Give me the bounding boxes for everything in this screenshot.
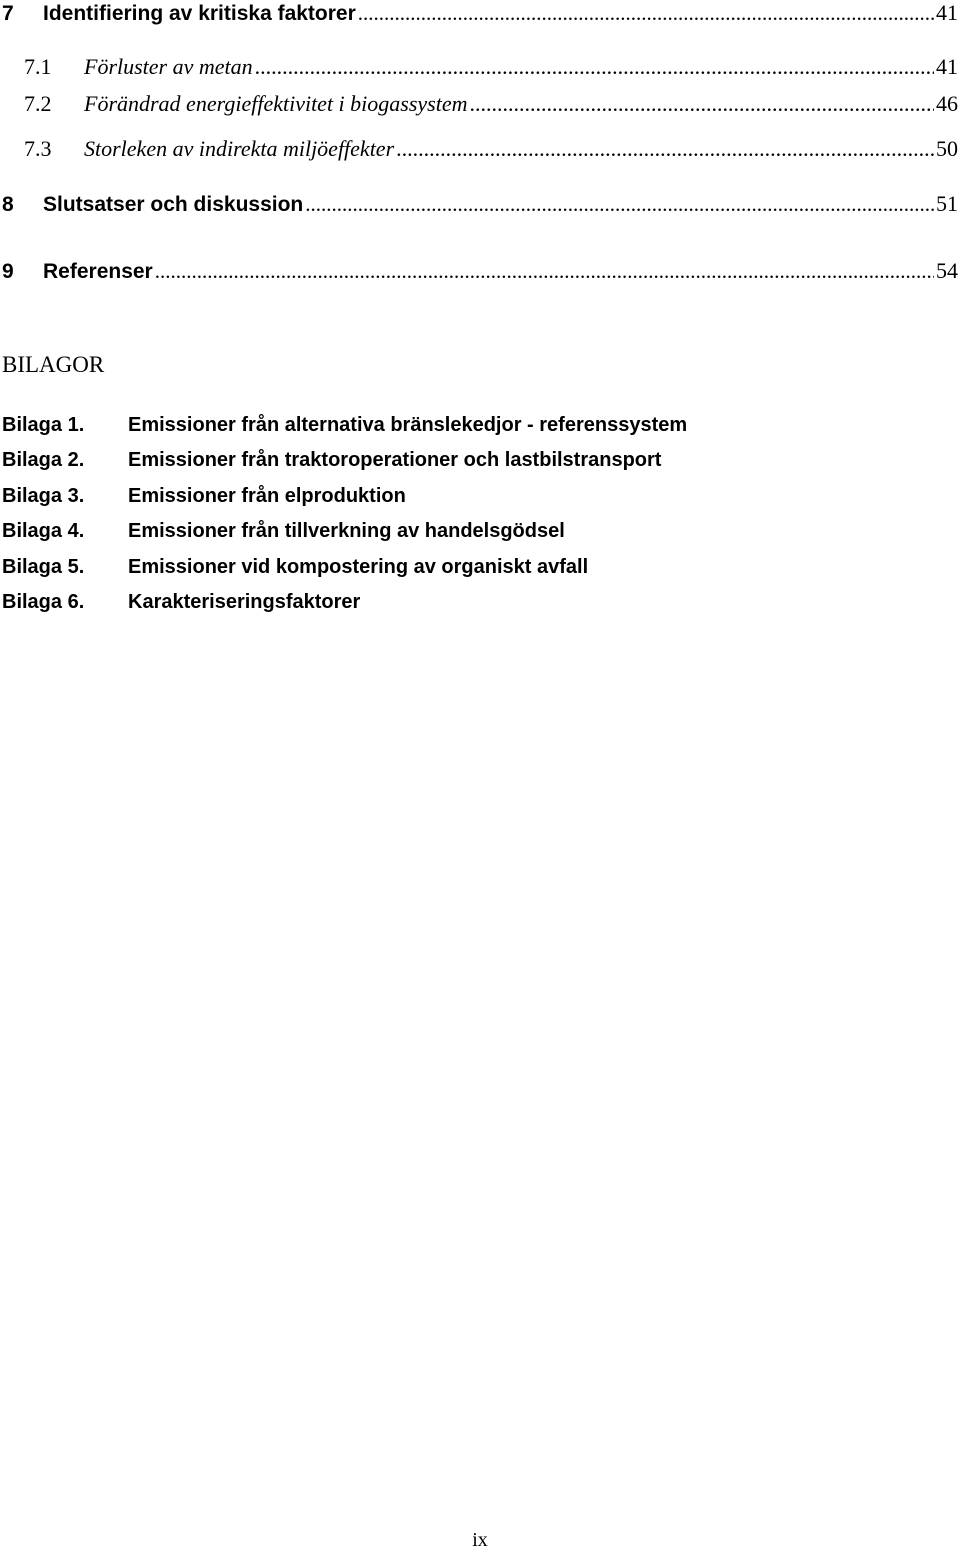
toc-entry-page: 41	[936, 54, 958, 79]
toc-dot-leader	[396, 136, 934, 162]
appendix-item	[2, 556, 588, 579]
appendix-item	[2, 449, 661, 472]
toc-dot-leader	[358, 1, 934, 26]
toc-entry-title: Identifiering av kritiska faktorer	[43, 2, 356, 25]
toc-entry-chapter-8[interactable]	[2, 191, 958, 217]
toc-entry-section-7-2[interactable]	[2, 91, 958, 117]
toc-entry-title: Storleken av indirekta miljöeffekter	[84, 136, 395, 161]
page-number: ix	[472, 1529, 488, 1551]
appendix-label: Bilaga 4.	[2, 520, 85, 542]
toc-entry-page: 50	[936, 136, 958, 161]
toc-dot-leader	[155, 259, 934, 284]
appendix-item	[2, 520, 565, 543]
toc-entry-number: 7.1	[24, 54, 52, 79]
toc-entry-section-7-1[interactable]	[2, 54, 958, 80]
toc-entry-chapter-9[interactable]	[2, 258, 958, 284]
toc-entry-number: 7.3	[24, 136, 52, 161]
appendix-title: Emissioner från tillverkning av handelsgödsel	[128, 520, 565, 542]
appendix-item	[2, 414, 687, 437]
appendices-heading: BILAGOR	[2, 352, 105, 377]
toc-entry-number: 7.2	[24, 91, 52, 116]
toc-entry-page: 51	[936, 191, 958, 216]
toc-entry-page: 41	[936, 0, 958, 25]
appendix-title: Emissioner från elproduktion	[128, 485, 406, 507]
toc-entry-title: Förändrad energieffektivitet i biogassystem	[84, 91, 468, 116]
appendix-title: Emissioner från traktoroperationer och lastbilstransport	[128, 449, 662, 471]
appendix-title: Emissioner vid kompostering av organiskt avfall	[128, 556, 589, 578]
toc-entry-page: 46	[936, 91, 958, 116]
toc-entry-title: Slutsatser och diskussion	[43, 193, 304, 216]
toc-entry-title: Referenser	[43, 260, 153, 283]
toc-dot-leader	[470, 91, 935, 117]
toc-dot-leader	[305, 192, 934, 217]
appendix-item	[2, 591, 360, 614]
appendix-label: Bilaga 1.	[2, 414, 85, 436]
toc-dot-leader	[255, 54, 934, 80]
toc-entry-title: Förluster av metan	[84, 54, 253, 79]
appendix-title: Karakteriseringsfaktorer	[128, 591, 361, 613]
toc-entry-page: 54	[936, 258, 958, 283]
toc-entry-number: 8	[2, 193, 14, 216]
appendix-label: Bilaga 3.	[2, 485, 85, 507]
appendix-label: Bilaga 5.	[2, 556, 85, 578]
toc-entry-number: 7	[2, 2, 14, 25]
appendix-title: Emissioner från alternativa bränslekedjor - referenssystem	[128, 414, 688, 436]
toc-entry-number: 9	[2, 260, 14, 283]
appendix-item	[2, 485, 406, 508]
toc-entry-section-7-3[interactable]	[2, 136, 958, 162]
appendix-label: Bilaga 2.	[2, 449, 85, 471]
toc-entry-chapter-7[interactable]	[2, 0, 958, 26]
appendix-label: Bilaga 6.	[2, 591, 85, 613]
